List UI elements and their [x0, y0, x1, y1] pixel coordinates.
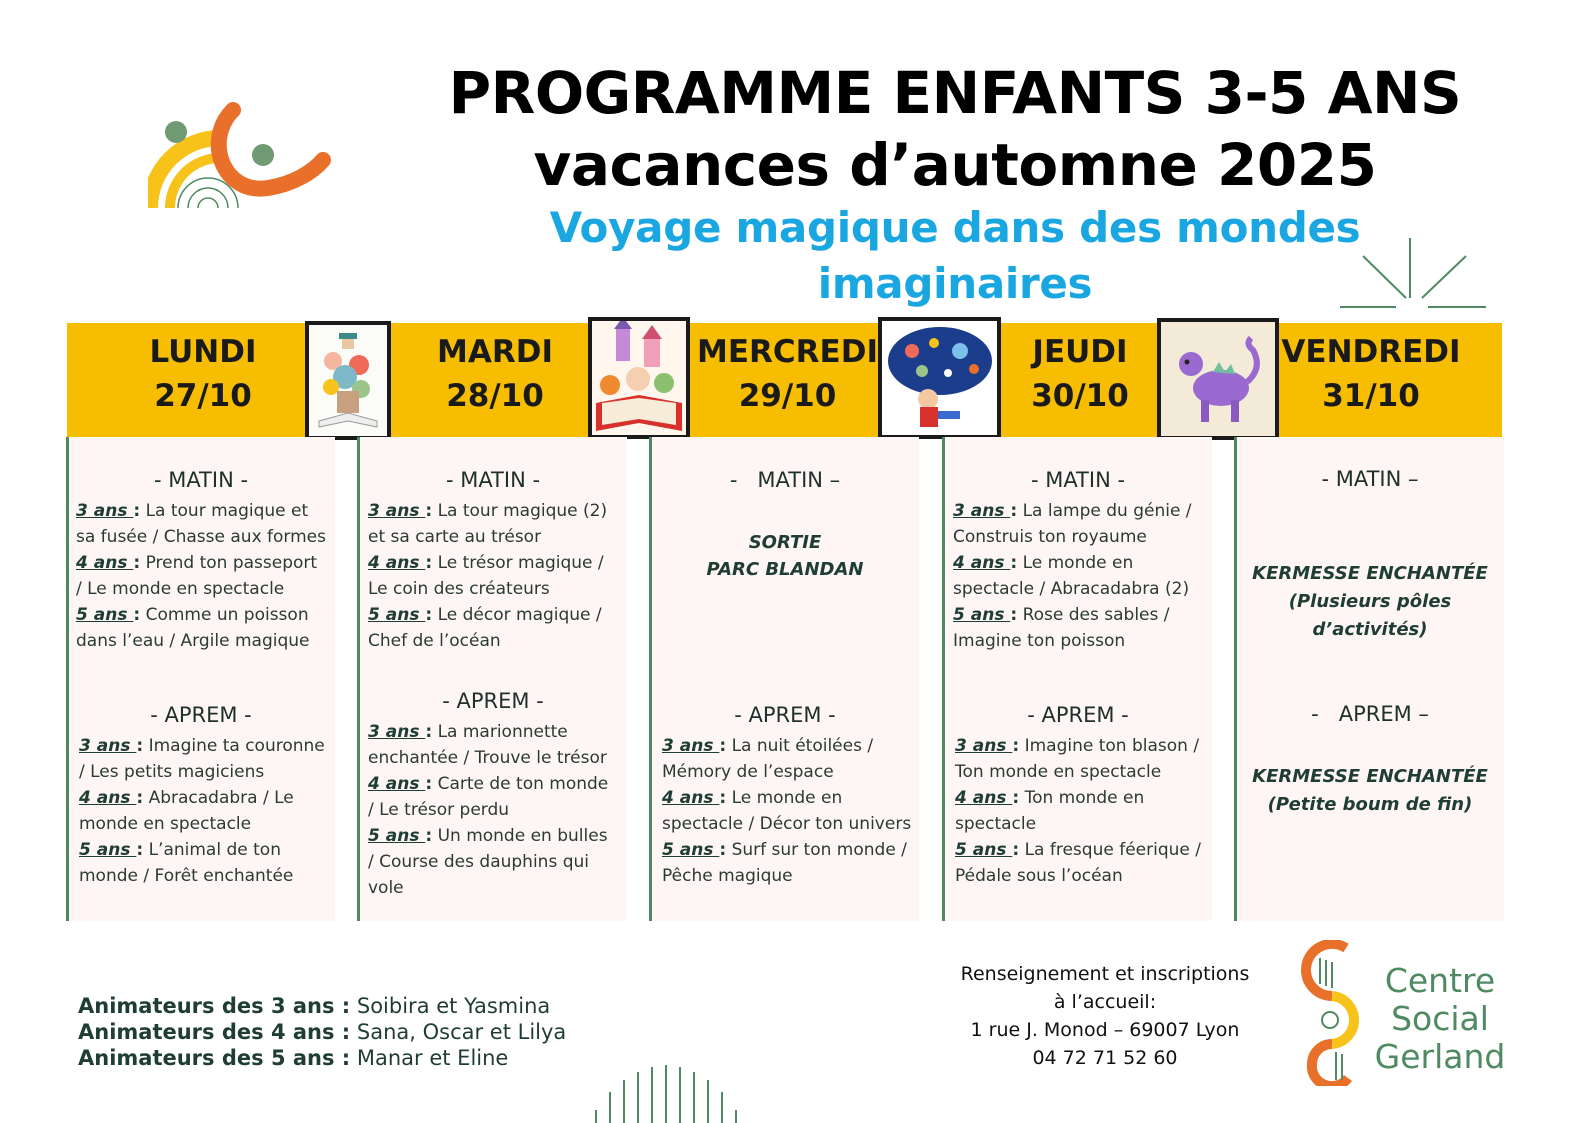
- schedule-monday-morning: [76, 498, 326, 654]
- schedule-monday-afternoon: [79, 733, 329, 889]
- outing-label: SORTIE: [748, 532, 822, 553]
- section-heading-matin: - MATIN -: [153, 468, 249, 492]
- centre-line: Centre: [1384, 961, 1496, 1000]
- kermesse-title: KERMESSE ENCHANTÉE: [1252, 563, 1488, 584]
- fairytale-book-icon: [588, 317, 690, 439]
- day-monday: LUNDI 27/10: [149, 334, 257, 414]
- page-title: PROGRAMME ENFANTS 3-5 ANS: [448, 59, 1462, 127]
- list-item: 5 ans : Comme un poisson dans l’eau / Argile magique: [76, 605, 310, 651]
- list-item: 3 ans : Imagine ta couronne / Les petits magiciens: [79, 736, 325, 782]
- list-item: 4 ans : Ton monde en spectacle: [955, 788, 1145, 834]
- list-item: 3 ans : La tour magique et sa fusée / Chasse aux formes: [76, 501, 326, 547]
- schedule-tuesday-morning: [368, 498, 618, 654]
- day-wednesday: MERCREDI 29/10: [697, 334, 878, 414]
- kermesse-detail: (Plusieurs pôles: [1288, 591, 1452, 612]
- column-divider: [649, 437, 652, 921]
- dragon-icon: [1157, 318, 1279, 440]
- list-item: 5 ans : Surf sur ton monde / Pêche magique: [662, 840, 907, 886]
- list-item: 4 ans : Prend ton passeport / Le monde en spectacle: [76, 553, 318, 599]
- list-item: 4 ans : Le monde en spectacle / Décor ton univers: [662, 788, 912, 834]
- section-heading-aprem: - APREM -: [1027, 703, 1129, 727]
- day-friday: VENDREDI 31/10: [1281, 334, 1461, 414]
- kermesse-detail: d’activités): [1312, 619, 1428, 640]
- section-heading-matin: - MATIN –: [729, 468, 841, 492]
- section-heading-matin: - MATIN -: [1030, 468, 1126, 492]
- schedule-tuesday-afternoon: [368, 719, 618, 901]
- info-line: Renseignement et inscriptions: [960, 963, 1250, 985]
- day-tuesday: MARDI 28/10: [437, 334, 553, 414]
- schedule-thursday-morning: [953, 498, 1205, 654]
- page-title-line2: vacances d’automne 2025: [533, 131, 1377, 199]
- list-item: 5 ans : Rose des sables / Imagine ton poisson: [953, 605, 1170, 651]
- section-heading-aprem: - APREM -: [150, 703, 252, 727]
- list-item: 4 ans : Abracadabra / Le monde en spectacle: [79, 788, 294, 834]
- space-boy-icon: [878, 317, 1001, 439]
- tower-book-icon: [305, 321, 391, 440]
- section-heading-matin: - MATIN -: [445, 468, 541, 492]
- schedule-thursday-afternoon: [955, 733, 1205, 889]
- centre-social-logo-icon: [1298, 940, 1364, 1086]
- day-thursday: JEUDI 30/10: [1031, 334, 1129, 414]
- centre-social-name: [1370, 962, 1510, 1076]
- list-item: 4 ans : Le monde en spectacle / Abracadabra (2): [953, 553, 1190, 599]
- centre-line: Social: [1391, 999, 1489, 1038]
- info-line: à l’accueil:: [1053, 991, 1157, 1013]
- list-item: 4 ans : Carte de ton monde / Le trésor perdu: [368, 774, 609, 820]
- kermesse-title: KERMESSE ENCHANTÉE: [1252, 766, 1488, 787]
- list-item: 3 ans : La tour magique (2) et sa carte au trésor: [368, 501, 608, 547]
- outing-location: PARC BLANDAN: [706, 559, 864, 580]
- sunburst-icon: [1338, 238, 1488, 313]
- kermesse-detail: (Petite boum de fin): [1267, 794, 1473, 815]
- animators-3-ans: Animateurs des 3 ans : Soibira et Yasmina: [78, 994, 551, 1018]
- list-item: 5 ans : L’animal de ton monde / Forêt enchantée: [79, 840, 294, 886]
- list-item: 3 ans : La lampe du génie / Construis ton royaume: [953, 501, 1192, 547]
- column-divider: [66, 437, 69, 921]
- animators-5-ans: Animateurs des 5 ans : Manar et Eline: [78, 1046, 509, 1070]
- info-block: [940, 960, 1270, 1072]
- lines-decoration-icon: [592, 1062, 742, 1123]
- phone-number: 04 72 71 52 60: [1032, 1047, 1178, 1069]
- list-item: 3 ans : La nuit étoilées / Mémory de l’espace: [662, 736, 874, 782]
- column-divider: [357, 437, 360, 921]
- schedule-wednesday-afternoon: [662, 733, 912, 889]
- list-item: 5 ans : Le décor magique / Chef de l’océan: [368, 605, 602, 651]
- section-heading-matin: - MATIN –: [1321, 467, 1419, 491]
- list-item: 4 ans : Le trésor magique / Le coin des créateurs: [368, 553, 604, 599]
- address: 1 rue J. Monod – 69007 Lyon: [970, 1019, 1240, 1041]
- list-item: 5 ans : La fresque féerique / Pédale sous l’océan: [955, 840, 1201, 886]
- list-item: 3 ans : La marionnette enchantée / Trouve le trésor: [368, 722, 607, 768]
- animators-4-ans: Animateurs des 4 ans : Sana, Oscar et Lilya: [78, 1020, 567, 1044]
- section-heading-aprem: - APREM -: [442, 689, 544, 713]
- column-divider: [1234, 437, 1237, 921]
- centre-line: Gerland: [1374, 1037, 1506, 1076]
- section-heading-aprem: - APREM –: [1311, 702, 1429, 726]
- column-divider: [942, 437, 945, 921]
- section-heading-aprem: - APREM -: [734, 703, 836, 727]
- page-subtitle: Voyage magique dans des mondes imaginaires: [549, 203, 1361, 308]
- logo-left-icon: [148, 100, 333, 210]
- list-item: 3 ans : Imagine ton blason / Ton monde en spectacle: [955, 736, 1200, 782]
- list-item: 5 ans : Un monde en bulles / Course des dauphins qui vole: [368, 826, 608, 898]
- column-friday: [1236, 437, 1504, 921]
